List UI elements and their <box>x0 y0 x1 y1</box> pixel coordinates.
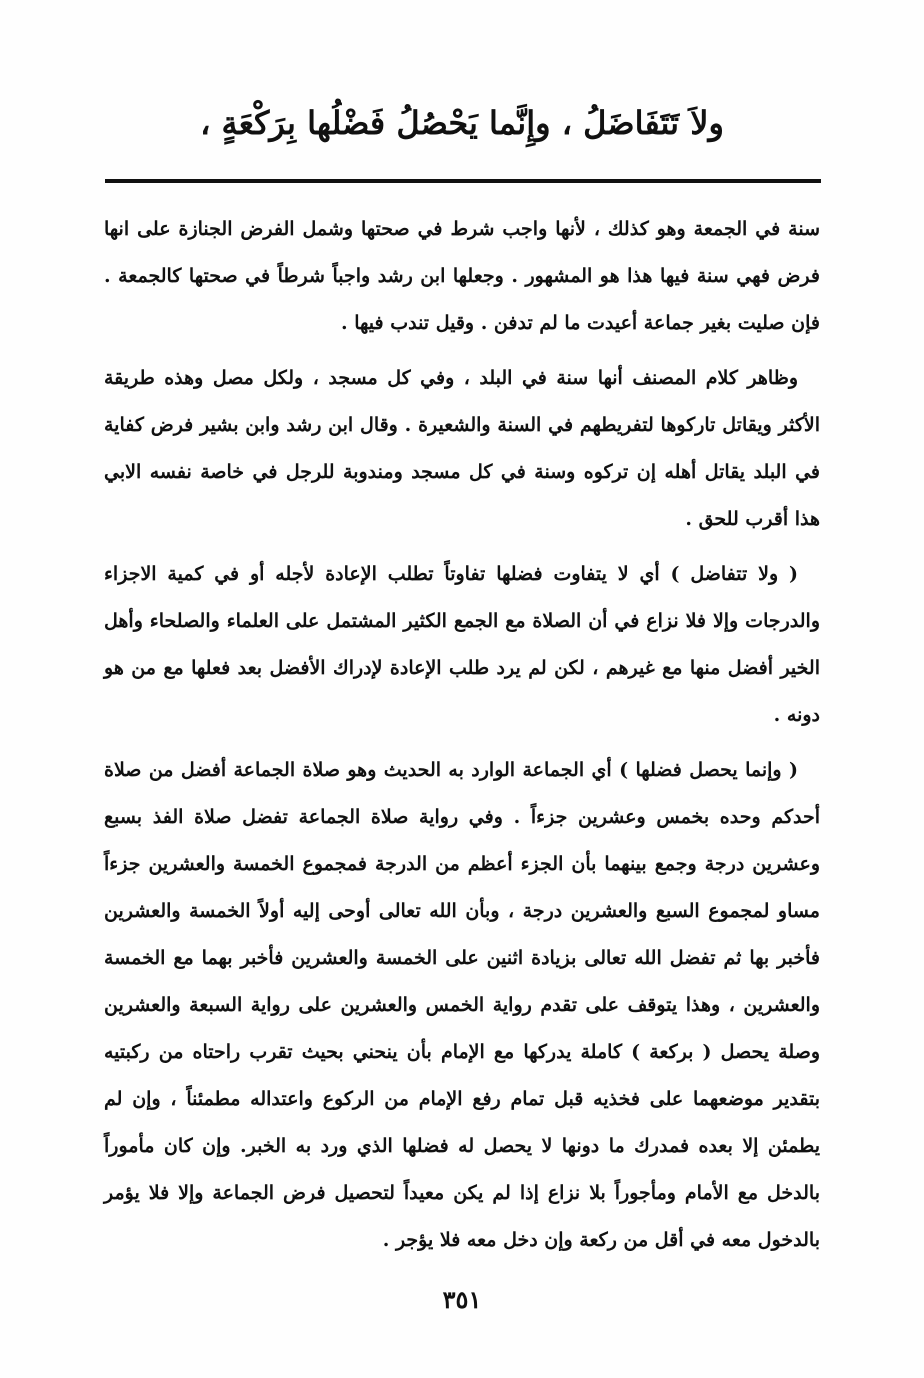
commentary-text-body <box>104 206 820 1264</box>
paragraph-2: وظاهر كلام المصنف أنها سنة في البلد ، وفي كل مسجد ، ولكل مصل وهذه طريقة الأكثر ويقاتل تاركوها لتفريطهم في السنة والشعيرة . وقال ابن رشد وابن بشير فرض كفاية في البلد يقاتل أهله إن تركوه وسنة في كل مسجد ومندوبة للرجل في خاصة نفسه الابي هذا أقرب للحق . <box>104 367 820 530</box>
header-divider-rule <box>105 179 821 183</box>
paragraph-4: ( وإنما يحصل فضلها ) أي الجماعة الوارد به الحديث وهو صلاة الجماعة أفضل من صلاة أحدكم وحده بخمس وعشرين جزءاً . وفي رواية صلاة الجماعة تفضل صلاة الفذ بسبع وعشرين درجة وجمع بينهما بأن الجزء أعظم من الدرجة فمجموع الخمسة والعشرين جزءاً مساو لمجموع السبع والعشرين درجة ، وبأن الله تعالى أوحى إليه أولاً الخمسة والعشرين فأخبر بها ثم تفضل الله تعالى بزيادة اثنين على الخمسة والعشرين فأخبر بهما مع الخمسة والعشرين ، وهذا يتوقف على تقدم رواية الخمس والعشرين على رواية السبعة والعشرين وصلة يحصل ( بركعة ) كاملة يدركها مع الإمام بأن ينحني بحيث تقرب راحتاه من ركبتيه بتقدير موضعهما على فخذيه قبل تمام رفع الإمام من الركوع واعتداله مطمئناً ، وإن لم يطمئن إلا بعده فمدرك ما دونها لا يحصل له فضلها الذي ورد به الخبر. وإن كان مأموراً بالدخل مع الأمام ومأجوراً بلا نزاع إذا لم يكن معيداً لتحصيل فرض الجماعة وإلا فلا يؤمر بالدخول معه في أقل من ركعة وإن دخل معه فلا يؤجر . <box>104 759 820 1251</box>
paragraph-3: ( ولا تتفاضل ) أي لا يتفاوت فضلها تفاوتاً تطلب الإعادة لأجله أو في كمية الاجزاء والدرجات وإلا فلا نزاع في أن الصلاة مع الجمع الكثير المشتمل على العلماء والصلحاء وأهل الخير أفضل منها مع غيرهم ، لكن لم يرد طلب الإعادة لإدراك الأفضل بعد فعلها مع من هو دونه . <box>104 563 820 726</box>
paragraph-1: سنة في الجمعة وهو كذلك ، لأنها واجب شرط في صحتها وشمل الفرض الجنازة على انها فرض فهي سنة فيها هذا هو المشهور . وجعلها ابن رشد واجباً شرطاً في صحتها كالجمعة . فإن صليت بغير جماعة أعيدت ما لم تدفن . وقيل تندب فيها . <box>104 218 821 334</box>
page-number: ٣٥١ <box>442 1285 482 1314</box>
page-header-title: ولاَ تَتَفَاضَلُ ، وإِنَّما يَحْصُلُ فَضْلُها بِرَكْعَةٍ ، <box>200 104 724 142</box>
